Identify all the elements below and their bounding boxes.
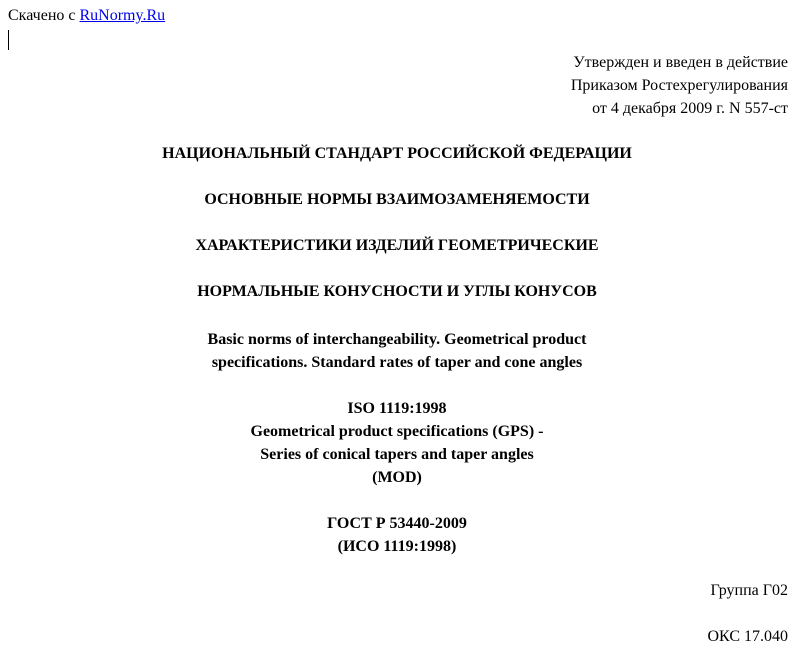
english-title [0, 328, 794, 374]
iso-modifier: (MOD) [372, 469, 422, 486]
source-link[interactable]: RuNormy.Ru [79, 7, 166, 24]
gost-iso-reference: (ИСО 1119:1998) [337, 538, 457, 555]
english-title-line-2: specifications. Standard rates of taper and cone angles [211, 354, 583, 371]
source-prefix: Скачено с [8, 7, 80, 24]
approval-line-1: Утвержден и введен в действие [573, 54, 788, 71]
iso-title-line-2: Series of conical tapers and taper angles [260, 446, 534, 463]
series-heading: ОСНОВНЫЕ НОРМЫ ВЗАИМОЗАМЕНЯЕМОСТИ [204, 191, 590, 208]
oks-code: ОКС 17.040 [707, 628, 788, 645]
iso-title-line-1: Geometrical product specifications (GPS) - [250, 423, 544, 440]
iso-code: ISO 1119:1998 [347, 400, 447, 417]
english-title-line-1: Basic norms of interchangeability. Geometrical product [207, 331, 587, 348]
standard-name-heading: НОРМАЛЬНЫЕ КОНУСНОСТИ И УГЛЫ КОНУСОВ [197, 283, 597, 300]
gost-block [0, 512, 794, 558]
approval-block [571, 51, 788, 120]
source-line [8, 6, 165, 26]
text-cursor [8, 30, 9, 50]
approval-line-3: от 4 декабря 2009 г. N 557-ст [592, 100, 788, 117]
iso-block [0, 397, 794, 489]
national-standard-heading: НАЦИОНАЛЬНЫЙ СТАНДАРТ РОССИЙСКОЙ ФЕДЕРАЦИИ [162, 145, 632, 162]
subseries-heading: ХАРАКТЕРИСТИКИ ИЗДЕЛИЙ ГЕОМЕТРИЧЕСКИЕ [195, 237, 599, 254]
gost-code: ГОСТ Р 53440-2009 [327, 515, 467, 532]
approval-line-2: Приказом Ростехрегулирования [570, 77, 788, 94]
group-code: Группа Г02 [710, 582, 788, 599]
